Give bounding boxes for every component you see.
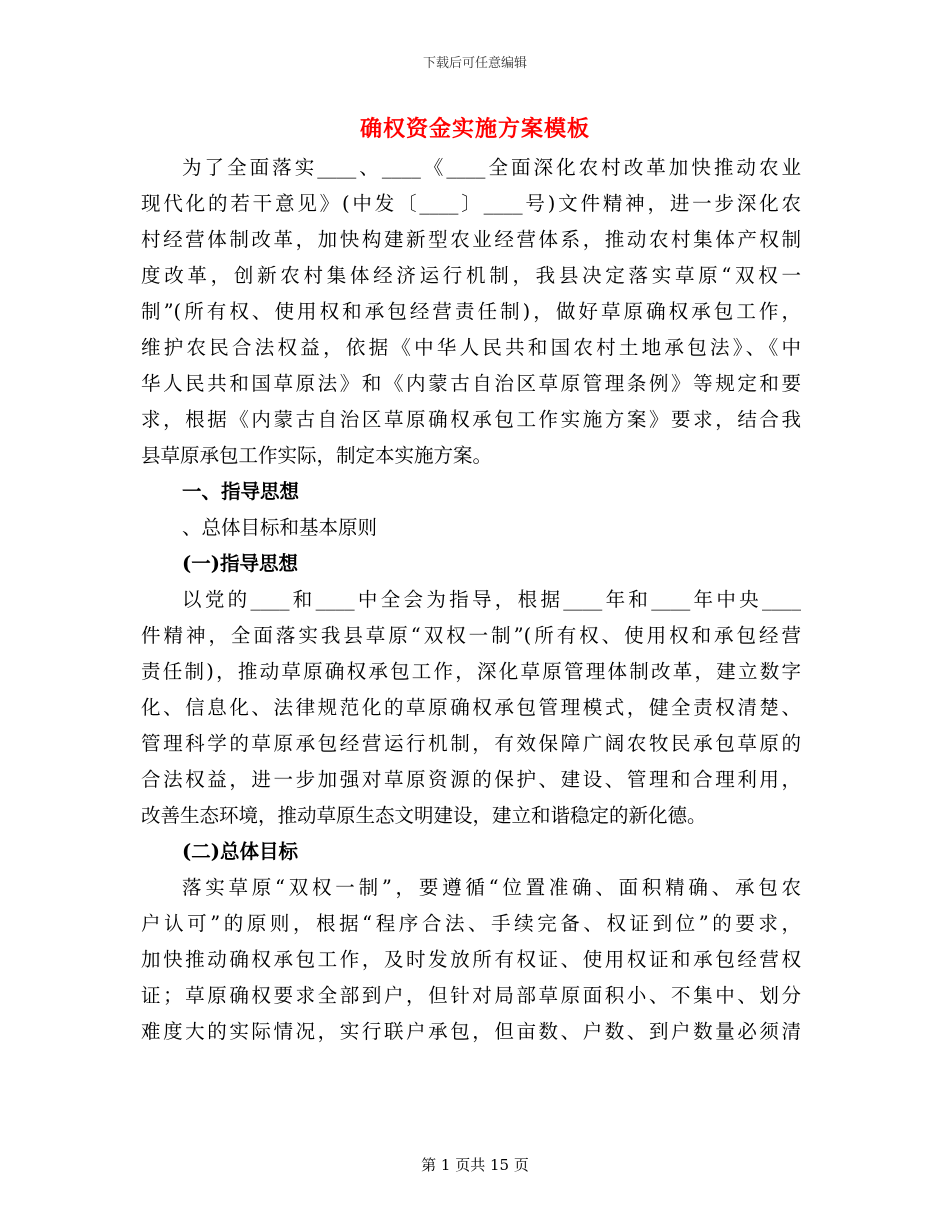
- paragraph-line: 责任制)，推动草原确权承包工作，深化草原管理体制改革，建立数字: [141, 660, 801, 683]
- paragraph-line: 、总体目标和基本原则: [182, 516, 378, 539]
- paragraph-line: 证；草原确权要求全部到户，但针对局部草原面积小、不集中、划分: [141, 984, 801, 1007]
- section-heading: 一、指导思想: [182, 480, 300, 503]
- document-body: [141, 150, 801, 1050]
- paragraph-line: 为了全面落实____、____《____全面深化农村改革加快推动农业: [182, 156, 801, 179]
- paragraph-line: 管理科学的草原承包经营运行机制，有效保障广阔农牧民承包草原的: [141, 732, 801, 755]
- paragraph-line: 求，根据《内蒙古自治区草原确权承包工作实施方案》要求，结合我: [141, 408, 801, 431]
- paragraph-line: 加快推动确权承包工作，及时发放所有权证、使用权证和承包经营权: [141, 948, 801, 971]
- paragraph-line: 改善生态环境，推动草原生态文明建设，建立和谐稳定的新化德。: [141, 804, 707, 827]
- paragraph-line: 件精神，全面落实我县草原“双权一制”(所有权、使用权和承包经营: [141, 624, 801, 647]
- paragraph-line: 落实草原“双权一制”，要遵循“位置准确、面积精确、承包农: [182, 876, 801, 899]
- paragraph-line: 化、信息化、法律规范化的草原确权承包管理模式，健全责权清楚、: [141, 696, 801, 719]
- paragraph-line: 度改革，创新农村集体经济运行机制，我县决定落实草原“双权一: [141, 264, 801, 287]
- paragraph-line: 以党的____和____中全会为指导，根据____年和____年中央____: [182, 588, 801, 611]
- section-heading: (一)指导思想: [182, 552, 298, 575]
- paragraph-line: 华人民共和国草原法》和《内蒙古自治区草原管理条例》等规定和要: [141, 372, 801, 395]
- paragraph-line: 户认可”的原则，根据“程序合法、手续完备、权证到位”的要求，: [141, 912, 801, 935]
- section-heading: (二)总体目标: [182, 840, 298, 863]
- header-note: 下载后可任意编辑: [422, 56, 527, 71]
- paragraph-line: 县草原承包工作实际，制定本实施方案。: [141, 444, 493, 467]
- paragraph-line: 现代化的若干意见》(中发〔____〕____号)文件精神，进一步深化农: [141, 192, 801, 215]
- paragraph-line: 村经营体制改革，加快构建新型农业经营体系，推动农村集体产权制: [141, 228, 801, 251]
- paragraph-line: 维护农民合法权益，依据《中华人民共和国农村土地承包法》、《中: [141, 336, 801, 359]
- paragraph-line: 难度大的实际情况，实行联户承包，但亩数、户数、到户数量必须清: [141, 1020, 801, 1043]
- paragraph-line: 合法权益，进一步加强对草原资源的保护、建设、管理和合理利用，: [141, 768, 801, 791]
- document-title: 确权资金实施方案模板: [359, 116, 590, 142]
- page-number-footer: 第 1 页共 15 页: [421, 1156, 529, 1174]
- paragraph-line: 制”(所有权、使用权和承包经营责任制)，做好草原确权承包工作，: [141, 300, 801, 323]
